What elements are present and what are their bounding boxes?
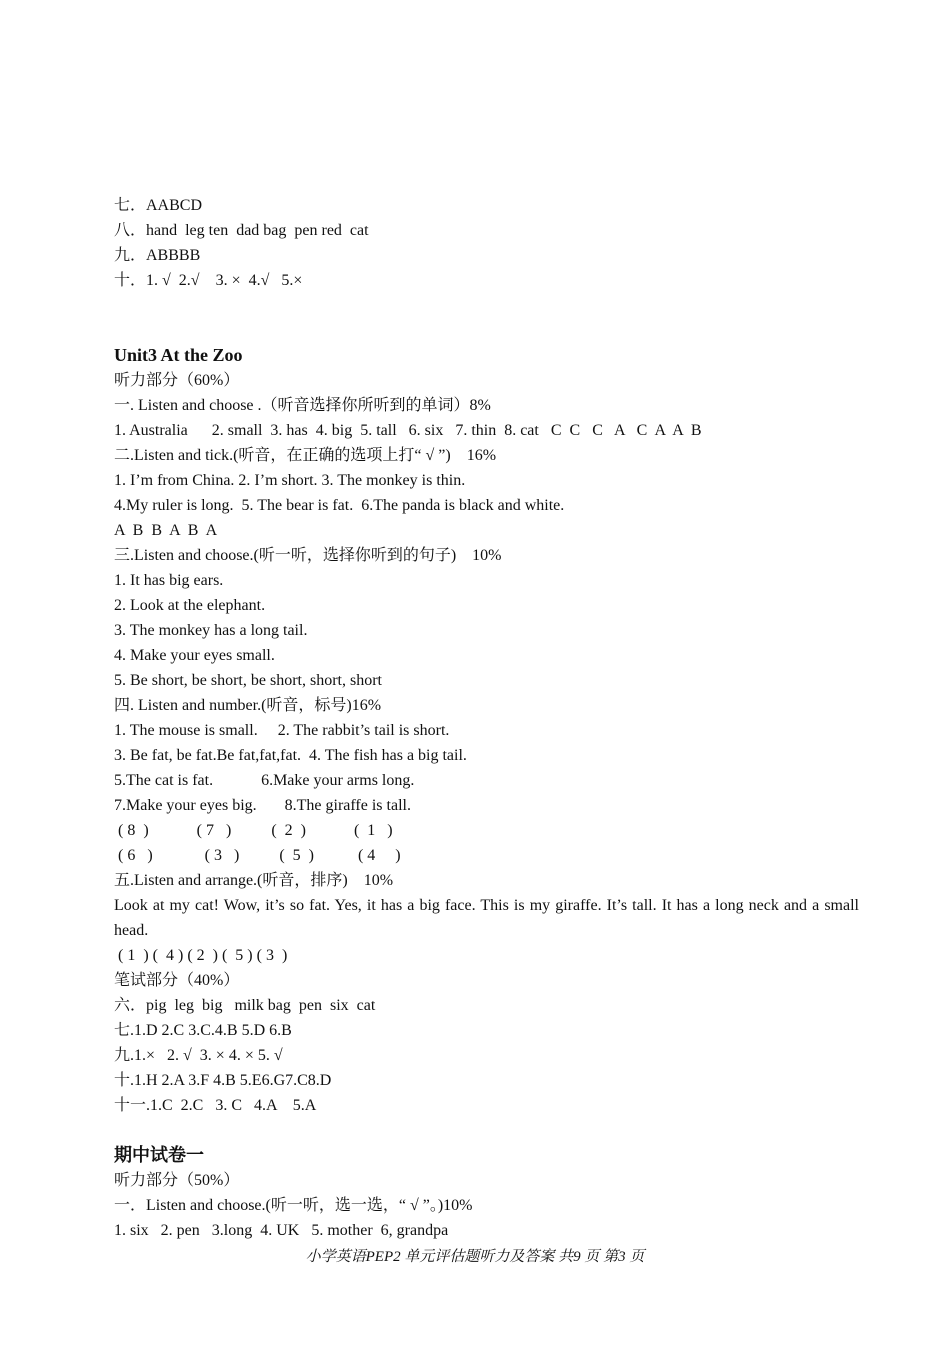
text-line: A B B A B A xyxy=(114,522,218,539)
text-line: 听力部分（50%） xyxy=(114,1172,240,1189)
answer-line: 九．ABBBB xyxy=(114,247,201,264)
page-footer: 小学英语PEP2 单元评估题听力及答案 共9 页 第3 页 xyxy=(305,1249,645,1265)
text-line: 4. Make your eyes small. xyxy=(114,647,275,664)
text-line: ( 8 ) ( 7 ) ( 2 ) ( 1 ) xyxy=(114,822,393,839)
document-page xyxy=(114,193,859,1243)
text-line: 四. Listen and number.(听音，标号)16% xyxy=(114,697,382,714)
text-line: 1. I’m from China. 2. I’m short. 3. The monkey is thin. xyxy=(114,472,466,489)
text-line: 十一.1.C 2.C 3. C 4.A 5.A xyxy=(114,1097,317,1114)
text-line: 2. Look at the elephant. xyxy=(114,597,266,614)
text-line: 7.Make your eyes big. 8.The giraffe is tall. xyxy=(114,797,411,814)
text-line: 听力部分（60%） xyxy=(114,372,240,389)
arrange-paragraph: Look at my cat! Wow, it’s so fat. Yes, it has a big face. This is my giraffe. It’s tall. It has a long neck and a small head. xyxy=(114,897,859,939)
midterm-heading: 期中试卷一 xyxy=(114,1145,204,1165)
text-line: 笔试部分（40%） xyxy=(114,972,240,989)
unit3-heading: Unit3 At the Zoo xyxy=(114,345,243,365)
text-line: 1. The mouse is small. 2. The rabbit’s tail is short. xyxy=(114,722,450,739)
text-line: 5.The cat is fat. 6.Make your arms long. xyxy=(114,772,415,789)
text-line: 3. Be fat, be fat.Be fat,fat,fat. 4. The fish has a big tail. xyxy=(114,747,467,764)
text-line: 二.Listen and tick.(听音，在正确的选项上打“ √ ”) 16% xyxy=(114,447,497,464)
text-line: 五.Listen and arrange.(听音，排序) 10% xyxy=(114,872,394,889)
text-line: 一. Listen and choose .（听音选择你所听到的单词）8% xyxy=(114,397,491,414)
text-line: 1. Australia 2. small 3. has 4. big 5. tall 6. six 7. thin 8. cat C C C A C A A B xyxy=(114,422,702,439)
answer-line: 八．hand leg ten dad bag pen red cat xyxy=(114,222,369,239)
text-line: 十.1.H 2.A 3.F 4.B 5.E6.G7.C8.D xyxy=(114,1072,332,1089)
text-line: 九.1.× 2. √ 3. × 4. × 5. √ xyxy=(114,1047,283,1064)
text-line: 5. Be short, be short, be short, short, short xyxy=(114,672,382,689)
text-line: 4.My ruler is long. 5. The bear is fat. 6.The panda is black and white. xyxy=(114,497,565,514)
text-line: 一．Listen and choose.(听一听，选一选，“ √ ”。)10% xyxy=(114,1197,473,1214)
text-line: ( 6 ) ( 3 ) ( 5 ) ( 4 ) xyxy=(114,847,401,864)
text-line: 1. It has big ears. xyxy=(114,572,224,589)
text-line: 3. The monkey has a long tail. xyxy=(114,622,308,639)
text-line: 1. six 2. pen 3.long 4. UK 5. mother 6, grandpa xyxy=(114,1222,449,1239)
answer-line: 七．AABCD xyxy=(114,197,203,214)
text-line: 六．pig leg big milk bag pen six cat xyxy=(114,997,376,1014)
text-line: ( 1 ) ( 4 ) ( 2 ) ( 5 ) ( 3 ) xyxy=(114,947,288,964)
text-line: 三.Listen and choose.(听一听，选择你听到的句子) 10% xyxy=(114,547,502,564)
text-line: 七.1.D 2.C 3.C.4.B 5.D 6.B xyxy=(114,1022,292,1039)
answer-line: 十．1. √ 2.√ 3. × 4.√ 5.× xyxy=(114,272,303,289)
